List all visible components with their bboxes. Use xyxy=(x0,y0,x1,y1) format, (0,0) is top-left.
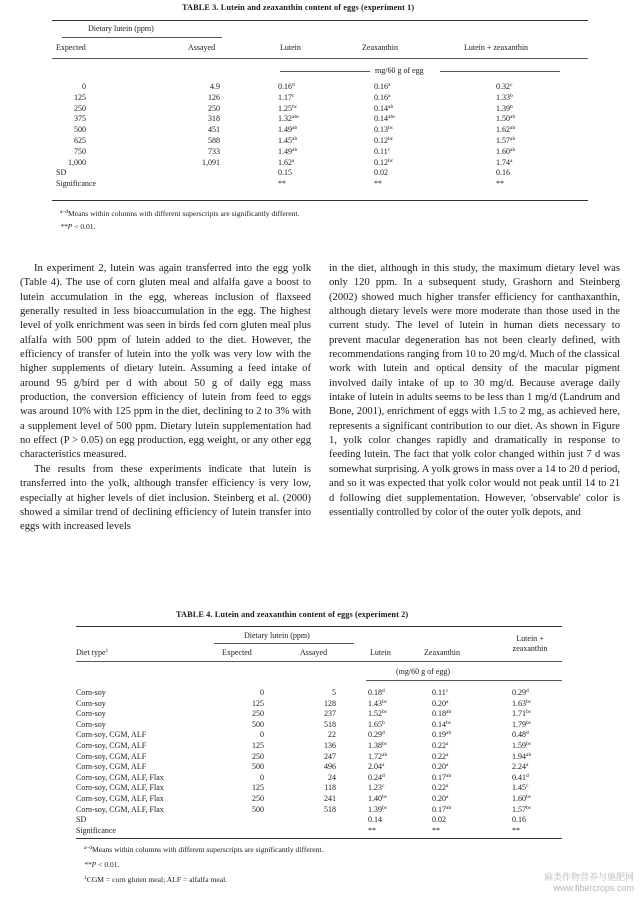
table4-col-diet xyxy=(76,648,108,658)
table4-row xyxy=(76,762,562,772)
table3-cell-assayed: 318 xyxy=(208,114,220,124)
table3-row xyxy=(52,114,588,124)
table3-body xyxy=(52,82,588,202)
table4-col-sum-line1: Lutein + xyxy=(516,634,544,643)
table3-header-rule xyxy=(52,58,588,59)
table3-cell-expected: 125 xyxy=(74,92,86,102)
table4-cell-zeaxanthin: 0.14$^{bc}$ xyxy=(432,719,452,729)
table4-footnote-1-text: Means within columns with different superscripts are significantly different. xyxy=(91,845,324,854)
table4-cell-diet: Corn-soy xyxy=(76,709,106,719)
table3-footnote-2-text: < 0.01. xyxy=(72,222,96,231)
table3-unit-rule-left xyxy=(280,71,370,72)
table4-cell-zeaxanthin: 0.22$^a$ xyxy=(432,751,449,761)
table3-cell-assayed: 451 xyxy=(208,125,220,135)
watermark xyxy=(544,872,634,894)
table3-col-sum: Lutein + zeaxanthin xyxy=(464,43,529,52)
table4-cell-diet: Corn-soy, CGM, ALF, Flax xyxy=(76,772,164,782)
table4-body xyxy=(76,688,562,836)
table4-cell-diet: Corn-soy, CGM, ALF, Flax xyxy=(76,783,164,793)
table4-cell-zeaxanthin: 0.22$^a$ xyxy=(432,783,449,793)
table3-footnote-2-p: **P xyxy=(60,222,73,231)
table4-col-assayed: Assayed xyxy=(300,648,328,657)
table4-cell-zeaxanthin: 0.19$^{ab}$ xyxy=(432,730,452,740)
table4-cell-zeaxanthin: 0.17$^{ab}$ xyxy=(432,772,452,782)
table4-cell-zeaxanthin: 0.02 xyxy=(432,815,446,825)
table3-cell-assayed: 126 xyxy=(208,92,220,102)
table4-cell-zeaxanthin: 0.22$^a$ xyxy=(432,741,449,750)
table4-cell-lutein: ** xyxy=(368,825,376,835)
table4-row xyxy=(76,794,562,804)
table3-cell-sum: 0.16 xyxy=(496,168,510,178)
table4-cell-zeaxanthin: 0.18$^{ab}$ xyxy=(432,709,452,719)
table4-cell-sum: 1.60$^{bc}$ xyxy=(512,794,532,803)
table4-footnote-3-sup: 1 xyxy=(84,875,87,881)
table3-group-header: Dietary lutein (ppm) xyxy=(88,24,154,33)
body-left-paragraph-1: In experiment 2, lutein was again transferred into the egg yolk (Table 4). The use of corn gluten meal and alfalfa gave a boost to lutein accumulation in the egg, whereas inclusion of flaxseed generally resulted in less bioaccumulation in the egg. The highest level of yolk enrichment was seen in birds fed corn gluten meal plus alfalfa with 500 ppm of lutein added to the diet. However, the efficiency of transfer of lutein into the yolk was very low with the higher supplements of dietary lutein. Assuming a feed intake of around 95 g/bird per d with about 50 g of daily egg mass production, the conversion efficiency of lutein from feed to eggs was around 10% with 125 ppm in the diet, declining to 2 to 3% with a supplement level of 500 ppm. Dietary lutein supplementation had no effect (P > 0.05) on egg production, egg weight, or any other egg characteristics measured. xyxy=(20,263,311,461)
table3-row xyxy=(52,82,588,92)
table4-cell-assayed: 237 xyxy=(324,709,336,719)
table3-cell-lutein: 1.49$^{ab}$ xyxy=(278,125,298,135)
table4-footnote-2-text: < 0.01. xyxy=(96,860,120,869)
table4-cell-assayed: 241 xyxy=(324,794,336,803)
table3-cell-zeaxanthin: 0.12$^{bc}$ xyxy=(374,157,394,167)
table4-col-zeaxanthin: Zeaxanthin xyxy=(424,648,460,657)
table3-unit-rule-right xyxy=(440,71,560,72)
body-right-paragraph: in the diet, although in this study, the maximum dietary level was only 120 ppm. In a subsequent study, Grashorn and Steinberg (2002) showed much higher transfer efficiency for canthaxanthin, although dietary levels were more moderate than those used in the current study. The level of lutein in human diets necessary to prevent macular degeneration has not been clearly defined, with recommendations ranging from 10 to 20 mg/d. Much of the classical work with lutein and optical density of the macular pigment involved daily intake of up to 30 mg/d. Because average daily intake of lutein in adults seems to be less than 1 mg/d (Landrum and Bone, 2001), enrichment of eggs with 1.5 to 2 mg, as achieved here, represents a significant contribution to our diet. As shown in Figure 1, yolk color changes rapidly and dramatically in response to feeding lutein. The fact that yolk color changed within just 7 d was somewhat surprising. A yolk grows in mass over a 14 to 20 d period, and so it was expected that yolk color would not peak until 14 to 21 d following diet supplementation. However, 'observable' color is essentially controlled by color of the outer yolk depots, and xyxy=(329,263,621,518)
table4-row xyxy=(76,773,562,783)
table3-cell-zeaxanthin: 0.16$^a$ xyxy=(374,92,391,102)
table4-cell-sum: 0.48$^d$ xyxy=(512,730,529,740)
table4-cell-sum: 0.16 xyxy=(512,815,526,825)
table4-cell-sum: 1.79$^{bc}$ xyxy=(512,719,532,729)
table4-cell-assayed: 22 xyxy=(328,730,336,740)
table3-cell-sum: 1.33$^b$ xyxy=(496,92,513,102)
table4-row xyxy=(76,709,562,719)
table3-row xyxy=(52,147,588,157)
table4-caption: TABLE 4. Lutein and zeaxanthin content of eggs (experiment 2) xyxy=(176,610,409,619)
table4-top-rule xyxy=(76,626,562,627)
table4-cell-assayed: 5 xyxy=(332,688,336,697)
table3-cell-sum: ** xyxy=(496,179,504,189)
table4-cell-sum: 1.59$^{bc}$ xyxy=(512,741,532,750)
table4-cell-diet: Corn-soy xyxy=(76,688,106,697)
table3-footnote-1-text: Means within columns with different superscripts are significantly different. xyxy=(67,209,300,218)
table3-cell-lutein: ** xyxy=(278,179,286,189)
table4-group-header: Dietary lutein (ppm) xyxy=(244,631,310,640)
table4-cell-expected: 125 xyxy=(252,698,264,708)
table4-footnote-1-sup: a–d xyxy=(84,845,92,851)
table3-row xyxy=(52,104,588,114)
table4-cell-lutein: 1.39$^{bc}$ xyxy=(368,804,388,814)
table4-cell-lutein: 2.04$^a$ xyxy=(368,762,385,772)
table3-cell-assayed: 4.9 xyxy=(210,82,220,91)
table4-col-lutein: Lutein xyxy=(370,648,391,657)
table4-col-diet-sup: 1 xyxy=(105,648,109,654)
table4-cell-expected: 250 xyxy=(252,794,264,803)
table4-col-expected: Expected xyxy=(222,648,252,657)
table3-unit: mg/60 g of egg xyxy=(375,66,424,75)
table3-cell-lutein: 0.15 xyxy=(278,168,292,178)
table3-footnote-1-sup: a–d xyxy=(60,209,68,215)
table4-row xyxy=(76,688,562,698)
table4-cell-lutein: 1.38$^{bc}$ xyxy=(368,741,388,750)
table4-row xyxy=(76,826,562,836)
table4-cell-assayed: 247 xyxy=(324,751,336,761)
table3-row xyxy=(52,125,588,135)
table4-row xyxy=(76,699,562,709)
table4-cell-expected: 0 xyxy=(260,688,264,697)
table3-top-rule xyxy=(52,20,588,21)
table3-group-rule xyxy=(62,37,222,38)
table4-footnote-1 xyxy=(84,844,323,856)
table3-cell-zeaxanthin: 0.14$^{ab}$ xyxy=(374,103,394,113)
table3-cell-lutein: 1.17$^c$ xyxy=(278,92,295,102)
table4-cell-sum: 2.24$^a$ xyxy=(512,762,529,772)
table4-cell-diet: Corn-soy xyxy=(76,719,106,729)
table4-group-rule xyxy=(214,643,354,644)
table4-cell-assayed: 128 xyxy=(324,698,336,708)
table3-cell-assayed: 1,091 xyxy=(202,157,220,167)
table3-cell-lutein: 1.62$^a$ xyxy=(278,157,295,167)
table3-cell-lutein: 1.32$^{abc}$ xyxy=(278,114,300,124)
table4-cell-zeaxanthin: 0.11$^c$ xyxy=(432,688,449,697)
table4-cell-lutein: 0.14 xyxy=(368,815,382,825)
table4-cell-zeaxanthin: 0.17$^{ab}$ xyxy=(432,804,452,814)
table4-row xyxy=(76,741,562,751)
table3-row xyxy=(52,93,588,103)
table4-cell-diet: Corn-soy, CGM, ALF, Flax xyxy=(76,794,164,803)
table3-col-expected: Expected xyxy=(56,43,86,52)
table3-cell-sum: 0.32$^c$ xyxy=(496,82,513,91)
table4-cell-sum: 0.41$^d$ xyxy=(512,772,529,782)
table4-cell-assayed: 118 xyxy=(324,783,336,793)
table3-cell-expected: 375 xyxy=(74,114,86,124)
table3-cell-zeaxanthin: 0.14$^{abc}$ xyxy=(374,114,396,124)
table3-cell-expected: 250 xyxy=(74,103,86,113)
table3-cell-sum: 1.60$^{ab}$ xyxy=(496,146,516,156)
table4-row xyxy=(76,805,562,815)
table3-cell-zeaxanthin: 0.16$^a$ xyxy=(374,82,391,91)
table3-cell-assayed: 588 xyxy=(208,136,220,145)
table4-cell-lutein: 1.52$^{bc}$ xyxy=(368,709,388,719)
table4-row xyxy=(76,752,562,762)
table3-footnote-2 xyxy=(60,221,96,233)
table4-row xyxy=(76,815,562,825)
table3-cell-expected: 625 xyxy=(74,136,86,145)
table3-cell-lutein: 1.45$^{ab}$ xyxy=(278,136,298,145)
table4-cell-sum: 1.63$^{bc}$ xyxy=(512,698,532,708)
table4-unit-rule xyxy=(366,680,562,681)
table3-cell-expected: 0 xyxy=(82,82,86,91)
table3-caption: TABLE 3. Lutein and zeaxanthin content of eggs (experiment 1) xyxy=(182,3,415,12)
table3-cell-expected: 1,000 xyxy=(68,157,86,167)
table4-cell-expected: 500 xyxy=(252,804,264,814)
table4-col-diet-label: Diet type xyxy=(76,648,106,657)
table4-cell-diet: Corn-soy, CGM, ALF xyxy=(76,730,147,740)
table4-unit: (mg/60 g of egg) xyxy=(396,667,450,676)
table4-row xyxy=(76,783,562,793)
body-column-left xyxy=(20,262,311,535)
table4-row xyxy=(76,720,562,730)
table4-cell-expected: 250 xyxy=(252,751,264,761)
table4-cell-lutein: 1.65$^b$ xyxy=(368,719,385,729)
table4-footnote-3 xyxy=(84,874,227,886)
table4-cell-expected: 500 xyxy=(252,719,264,729)
table3-cell-lutein: 0.16$^d$ xyxy=(278,82,295,91)
table3-col-zeaxanthin: Zeaxanthin xyxy=(362,43,398,52)
table4-cell-expected: 0 xyxy=(260,730,264,740)
table4-col-sum xyxy=(500,634,560,654)
table4-cell-assayed: 136 xyxy=(324,741,336,750)
table4-cell-lutein: 0.18$^d$ xyxy=(368,688,385,697)
table3-cell-expected: 500 xyxy=(74,125,86,135)
table3-cell-sum: 1.62$^{ab}$ xyxy=(496,125,516,135)
table4-cell-lutein: 0.29$^d$ xyxy=(368,730,385,740)
table4-cell-lutein: 1.23$^c$ xyxy=(368,783,385,793)
table4-footnote-3-text: CGM = corn gluten meal; ALF = alfalfa meal. xyxy=(86,875,228,884)
table4-cell-lutein: 0.24$^d$ xyxy=(368,772,385,782)
table4-cell-sum: 1.94$^{ab}$ xyxy=(512,751,532,761)
table4-cell-assayed: 518 xyxy=(324,804,336,814)
table4-cell-sum: ** xyxy=(512,825,520,835)
table4-cell-diet: Corn-soy, CGM, ALF, Flax xyxy=(76,804,164,814)
table3-footnote-1 xyxy=(60,208,299,220)
table4-cell-lutein: 1.40$^{bc}$ xyxy=(368,794,388,803)
table3-cell-assayed: 733 xyxy=(208,146,220,156)
table3-cell-sum: 1.74$^a$ xyxy=(496,157,513,167)
table4-cell-expected: 125 xyxy=(252,783,264,793)
table4-footnote-2-p: **P xyxy=(84,860,97,869)
table4-cell-sum: 1.57$^{bc}$ xyxy=(512,804,532,814)
table4-cell-expected: 250 xyxy=(252,709,264,719)
table3-row xyxy=(52,179,588,189)
table4-cell-diet: Corn-soy, CGM, ALF xyxy=(76,741,147,750)
table4-cell-sum: 0.29$^d$ xyxy=(512,688,529,697)
table3-cell-zeaxanthin: 0.13$^{bc}$ xyxy=(374,125,394,135)
table4-header-rule xyxy=(76,661,562,662)
table3-row xyxy=(52,168,588,178)
table3-row xyxy=(52,136,588,146)
watermark-line-1: 麻类作物营养与施肥网 xyxy=(543,872,634,882)
table4-cell-expected: 0 xyxy=(260,772,264,782)
table4-col-sum-line2: zeaxanthin xyxy=(512,644,548,654)
table4-cell-diet: SD xyxy=(76,815,87,825)
table3-cell-assayed: 250 xyxy=(208,103,220,113)
table3-cell-label: Significance xyxy=(56,179,96,189)
table4-cell-diet: Significance xyxy=(76,825,116,835)
table3-cell-sum: 1.57$^{ab}$ xyxy=(496,136,516,145)
table4-cell-sum: 1.45$^c$ xyxy=(512,783,529,793)
table4-cell-expected: 500 xyxy=(252,762,264,772)
table4-cell-expected: 125 xyxy=(252,741,264,750)
table4-cell-assayed: 518 xyxy=(324,719,336,729)
table3-cell-sum: 1.50$^{ab}$ xyxy=(496,114,516,124)
table4-cell-assayed: 24 xyxy=(328,772,336,782)
table4-cell-lutein: 1.72$^{ab}$ xyxy=(368,751,388,761)
table3-row xyxy=(52,158,588,168)
table3-cell-zeaxanthin: 0.11$^c$ xyxy=(374,146,391,156)
table4-cell-lutein: 1.43$^{bc}$ xyxy=(368,698,388,708)
table4-cell-zeaxanthin: 0.20$^a$ xyxy=(432,698,449,708)
table3-cell-zeaxanthin: ** xyxy=(374,179,382,189)
table3-cell-sum: 1.39$^b$ xyxy=(496,103,513,113)
table3-cell-label: SD xyxy=(56,168,67,178)
table4-cell-diet: Corn-soy xyxy=(76,698,106,708)
table4-cell-diet: Corn-soy, CGM, ALF xyxy=(76,751,147,761)
table3 xyxy=(52,0,588,250)
table4-bottom-rule xyxy=(76,838,562,839)
watermark-line-2: www.fibercrops.com xyxy=(553,883,634,893)
table4-cell-diet: Corn-soy, CGM, ALF xyxy=(76,762,147,772)
table3-col-lutein: Lutein xyxy=(280,43,301,52)
table3-cell-zeaxanthin: 0.12$^{bc}$ xyxy=(374,136,394,145)
table3-col-assayed: Assayed xyxy=(188,43,216,52)
table4-row xyxy=(76,730,562,740)
body-left-paragraph-2: The results from these experiments indicate that lutein is transferred into the yolk, although transfer efficiency is very low, especially at higher levels of diet inclusion. Steinberg et al. (2000) showed a similar trend of declining efficiency of lutein transfer into eggs with increased levels xyxy=(20,463,311,533)
table4-cell-sum: 1.71$^{bc}$ xyxy=(512,709,532,719)
table4-cell-assayed: 496 xyxy=(324,762,336,772)
table3-cell-lutein: 1.49$^{ab}$ xyxy=(278,146,298,156)
table4-cell-zeaxanthin: 0.20$^a$ xyxy=(432,762,449,772)
table4-footnote-2 xyxy=(84,859,120,871)
table4-cell-zeaxanthin: ** xyxy=(432,825,440,835)
body-column-right xyxy=(329,262,620,520)
table3-cell-zeaxanthin: 0.02 xyxy=(374,168,388,178)
table4-cell-zeaxanthin: 0.20$^a$ xyxy=(432,794,449,803)
table3-cell-expected: 750 xyxy=(74,146,86,156)
table3-cell-lutein: 1.25$^{bc}$ xyxy=(278,103,298,113)
table3-bottom-rule xyxy=(52,200,588,201)
table4 xyxy=(76,608,562,900)
